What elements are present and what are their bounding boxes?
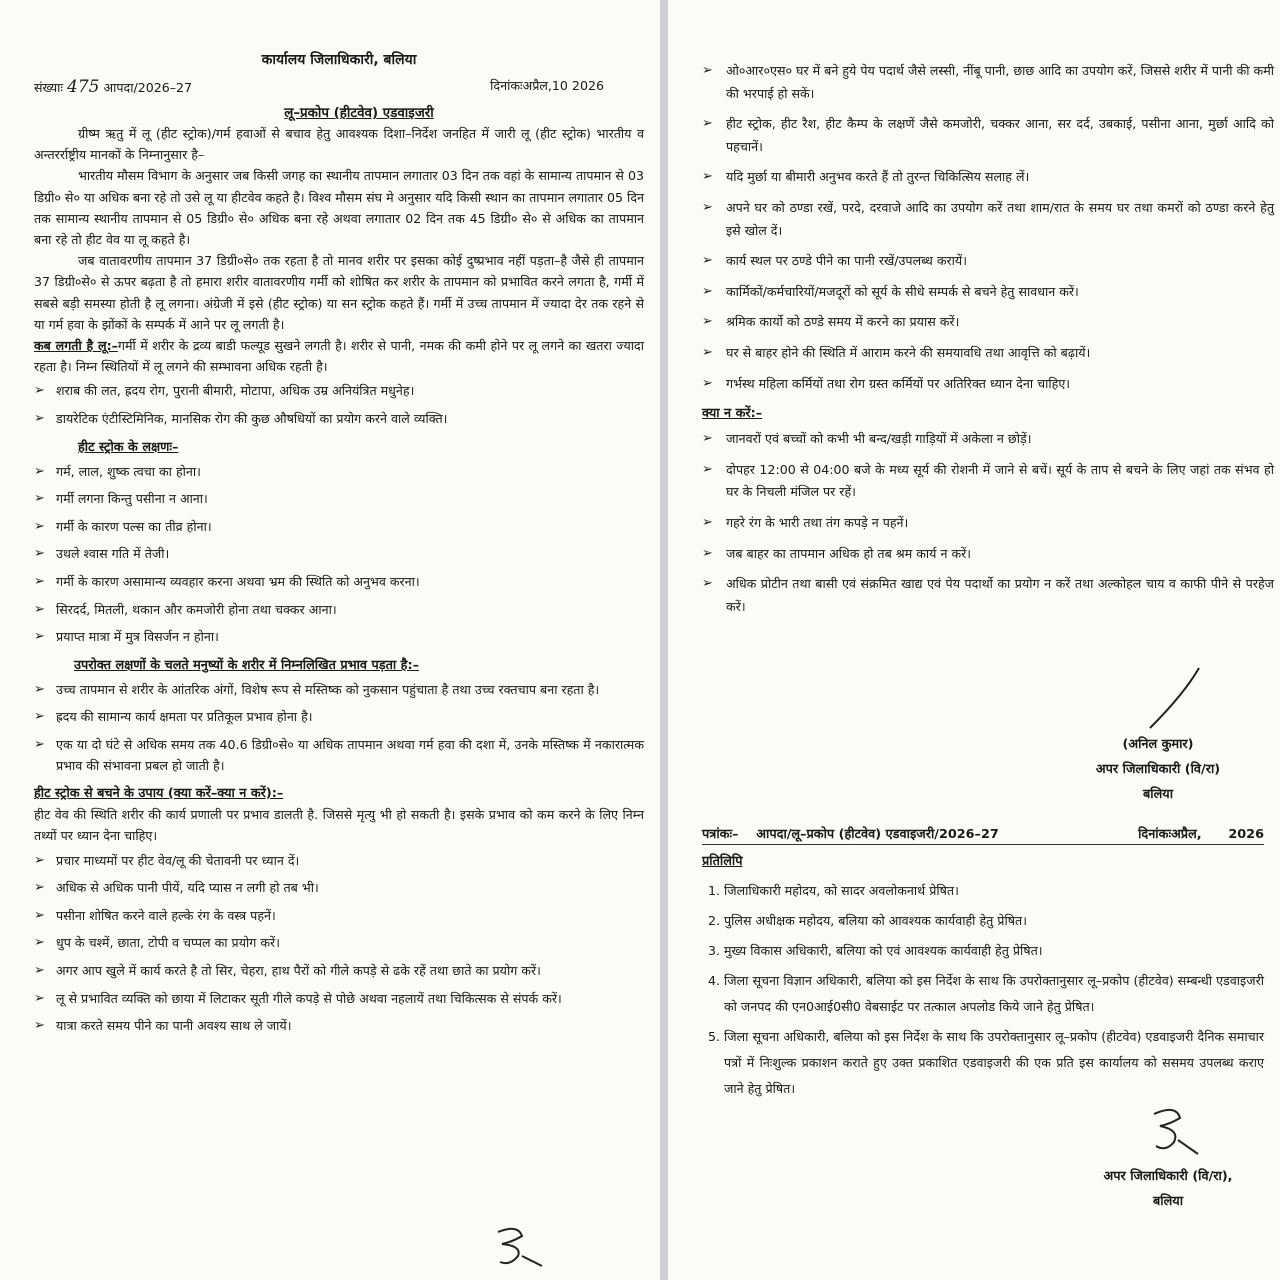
arrow-bullet-icon: ➢ [702,514,713,530]
arrow-bullet-icon: ➢ [702,63,713,78]
list-item-text: यदि मुर्छा या बीमारी अनुभव करते हैं तो तुरन्त चिकित्सिय सलाह लें। [726,169,1030,185]
arrow-bullet-icon: ➢ [702,314,713,330]
dos-list-left [34,851,644,1037]
list-item [34,989,644,1010]
list-item: 2. पुलिस अधीक्षक महोदय, बलिया को आवश्यक कार्यवाही हेतु प्रेषित। [724,908,1264,934]
list-item [702,250,1274,273]
list-item: 4. जिला सूचना विज्ञान अधिकारी, बलिया को इस निर्देश के साथ कि उपरोक्तानुसार लू–प्रकोप (हीटवेव) सम्बन्धी एडवाइजरी को जनपद की एन0आई0सी0 वेबसाईट पर तत्काल अपलोड किये जाने हेतु प्रेषित। [724,968,1264,1020]
list-item [702,197,1274,242]
reference-number-handwritten: 475 [67,77,100,97]
list-item-text: अपने घर को ठण्डा रखें, परदे, दरवाजे आदि का उपयोग करें तथा शाम/रात के समय घर तथा कमरों को ठण्डा करने हेतु इसे खोल दें। [726,199,1274,238]
arrow-bullet-icon: ➢ [702,116,713,132]
list-item: 5. जिला सूचना अधिकारी, बलिया को इस निर्देश के साथ कि उपरोक्तानुसार लू–प्रकोप (हीटवेव) एडवाइजरी दैनिक समाचार पत्रों में निःशुल्क प्रकाशन कराते हुए उक्त प्रकाशित एडवाइजरी की एक प्रति इस कार्यालय को ससमय उपलब्ध कराए जाने हेतु प्रेषित। [724,1024,1264,1102]
arrow-bullet-icon: ➢ [34,491,45,507]
list-item [34,1016,644,1037]
arrow-bullet-icon: ➢ [702,431,713,447]
copy-ref-label: पत्रांकः– [702,827,739,842]
copy-date [1138,824,1264,842]
list-item [702,428,1274,451]
copy-list [702,878,1264,1102]
list-item [34,851,644,872]
arrow-bullet-icon: ➢ [702,344,713,360]
list-item-text: हीट स्ट्रोक, हीट रैश, हीट कैम्प के लक्षणें जैसे कमजोरी, चक्कर आना, सर दर्द, उबकाई, पसीना आना, मुर्छा आदि को पहचानें। [726,116,1274,154]
list-item-text: गर्भस्थ महिला कर्मियों तथा रोग ग्रस्त कर्मियों पर अतिरिक्त ध्यान देना चाहिए। [726,375,1071,391]
list-item [34,572,644,593]
list-item-text: अधिक प्रोटीन तथा बासी एवं संक्रमित खाद्य एवं पेय पदार्थो का प्रयोग न करें तथा अल्कोहल चाय व काफी पीने से परहेज करें। [726,576,1274,614]
when-title: कब लगती है लू:– [34,338,118,354]
list-item-text: धुप के चश्में, छाता, टोपी व चप्पल का प्रयोग करें। [56,935,280,951]
list-item-text: अगर आप खुले में कार्य करते है तो सिर, चेहरा, हाथ पैरों को गीले कपड़े से ढके रहें तथा छाते का प्रयोग करें। [56,962,541,978]
list-item [34,409,644,430]
arrow-bullet-icon: ➢ [34,880,45,896]
list-item [34,627,644,648]
list-item [702,60,1274,105]
arrow-bullet-icon: ➢ [34,383,45,399]
dos-list-right [702,60,1274,395]
risk-list [34,381,644,429]
donts-list [702,428,1274,618]
list-item-text: दोपहर 12:00 से 04:00 बजे के मध्य सूर्य की रोशनी में जाने से बचें। सूर्य के ताप से बचने के लिए जहां तक संभव हो घर के निचली मंजिल पर रहें। [726,461,1274,500]
list-item-text: डायरेटिक एंटीस्टिमिनिक, मानसिक रोग की कुछ औषधियों का प्रयोग करने वाले व्यक्ति। [56,411,448,427]
arrow-bullet-icon: ➢ [702,545,713,561]
signatory-place: बलिया [1152,1194,1184,1209]
symptoms-list [34,462,644,648]
prevention-title: हीट स्ट्रोक से बचने के उपाय (क्या करें–क्या न करें):– [34,786,284,802]
copy-reference [702,824,999,842]
arrow-bullet-icon: ➢ [34,629,45,645]
arrow-bullet-icon: ➢ [34,601,45,617]
list-item-text: गर्म, लाल, शुष्क त्वचा का होना। [56,463,201,479]
arrow-bullet-icon: ➢ [34,990,45,1006]
list-item [34,381,644,402]
list-item [34,878,644,899]
list-item-text: गर्मी के कारण असामान्य व्यवहार करना अथवा भ्रम की स्थिति को अनुभव करना। [56,574,420,589]
reference-suffix: आपदा/2026–27 [103,80,193,95]
list-item-text: शराब की लत, ह्रदय रोग, पुरानी बीमारी, मोटापा, अधिक उम्र अनियंत्रित मधुनेह। [56,383,415,399]
initial-signature-left [488,1222,548,1272]
signatory-designation: अपर जिलाधिकारी (वि/रा) [1095,762,1221,777]
list-item [702,459,1274,504]
list-item-text: गर्मी के कारण पल्स का तीव्र होना। [56,518,212,534]
list-item-text: ओ०आर०एस० घर में बने हुये पेय पदार्थ जैसे लस्सी, नींबू पानी, छाछ आदि का उपयोग करें, जिससे शरीर में पानी की कमी की भरपाई हो सकें। [726,63,1274,101]
arrow-bullet-icon: ➢ [34,463,45,479]
arrow-bullet-icon: ➢ [702,576,713,592]
list-item [34,489,644,510]
list-item [702,166,1274,189]
list-item-text: ह्रदय की सामान्य कार्य क्षमता पर प्रतिकूल प्रभाव होना है। [56,709,313,725]
symptoms-title: हीट स्ट्रोक के लक्षणः– [78,439,179,455]
list-item [702,543,1274,566]
list-item-text: जब बाहर का तापमान अधिक हो तब श्रम कार्य न करें। [726,545,972,561]
prevention-text: हीट वेव की स्थिति शरीर की कार्य प्रणाली पर प्रभाव डालती है. जिससे मृत्यु भी हो सकती है। इसके प्रभाव को कम करने के लिए निम्न तथ्यों पर ध्यान देना चाहिए। [34,807,644,844]
intro-paragraph-2: भारतीय मौसम विभाग के अनुसार जब किसी जगह का स्थानीय तापमान लगातार 03 दिन तक वहां के सामान्य तापमान से 03 डिग्री० से० या अधिक बना रहे तो उसे लू या हीटवेव कहते है। विश्व मौसम संघ मे अनुसार यदि किसी स्थान का तापमान लगातार 05 दिन तक सामान्य स्थानीय तापमान से 05 डिग्री० से० अधिक बना रहे अथवा लगातार 02 दिन तक 45 डिग्री० से० से अधिक का तापमान बना रहे तो हीट वेव या लू कहते है। [34,168,644,248]
page-gutter [660,0,668,1280]
list-item-text: श्रमिक कार्यो को ठण्डे समय में करने का प्रयास करें। [726,314,960,330]
when-text: गर्मी में शरीर के द्रव्य बाडी फल्यूड सुखने लगती है। शरीर से पानी, नमक की कमी होने पर लू लगने का खतरा ज्यादा रहता है। निम्न स्थितियों में लू लगने की सम्भावना अधिक रहती है। [34,338,644,375]
list-item: 1. जिलाधिकारी महोदय, को सादर अवलोकनार्थ प्रेषित। [724,878,1264,904]
copy-section [702,806,1264,1106]
list-item [34,600,644,621]
issue-date [490,77,604,97]
copy-title: प्रतिलिपि [702,854,743,869]
arrow-bullet-icon: ➢ [702,199,713,215]
arrow-bullet-icon: ➢ [34,518,45,534]
arrow-bullet-icon: ➢ [34,1018,45,1034]
list-item-text: सिरदर्द, मितली, थकान और कमजोरी होना तथा चक्कर आना। [56,601,337,617]
date-label: दिनांकःअप्रैल, [490,78,552,93]
donts-title: क्या न करें:– [702,406,763,422]
arrow-bullet-icon: ➢ [34,574,45,589]
list-item-text: एक या दो घंटे से अधिक समय तक 40.6 डिग्री०से० या अधिक तापमान अथवा गर्म हवा की दशा में, उनके मस्तिष्क में नकारात्मक प्रभाव की संभावना प्रबल हो जाती है। [56,736,644,773]
list-item-text: घर से बाहर होने की स्थिति में आराम करने की समयावधि तथा आवृत्ति को बढ़ायें। [726,344,1091,360]
arrow-bullet-icon: ➢ [34,852,45,868]
arrow-bullet-icon: ➢ [34,736,45,752]
arrow-bullet-icon: ➢ [702,253,713,269]
signatory-designation: अपर जिलाधिकारी (वि/रा), [1103,1169,1233,1184]
list-item-text: पसीना शोषित करने वाले हल्के रंग के वस्त्र पहनें। [56,907,276,923]
list-item-text: प्रचार माध्यमों पर हीट वेव/लू की चेतावनी पर ध्यान दें। [56,852,300,868]
list-item: 3. मुख्य विकास अधिकारी, बलिया को एवं आवश्यक कार्यवाही हेतु प्रेषित। [724,938,1264,964]
signatory-name: (अनिल कुमार) [1122,737,1194,752]
list-item [702,311,1274,334]
arrow-bullet-icon: ➢ [702,461,713,477]
reference-number [34,77,192,97]
copy-date-value: 2026 [1228,827,1264,842]
list-item [34,961,644,982]
signature-1 [1144,664,1204,734]
arrow-bullet-icon: ➢ [34,709,45,725]
list-item [34,544,644,565]
office-title: कार्यालय जिलाधिकारी, बलिया [261,52,417,68]
when-paragraph [34,335,644,377]
arrow-bullet-icon: ➢ [702,169,713,185]
list-item-text: उच्च तापमान से शरीर के आंतरिक अंगों, विशेष रूप से मस्तिष्क को नुकसान पहुंचाता है तथा उच्च रक्तचाप बना रहता है। [56,681,600,697]
arrow-bullet-icon: ➢ [34,962,45,978]
intro-paragraph-1: ग्रीष्म ऋतु में लू (हीट स्ट्रोक)/गर्म हवाओं से बचाव हेतु आवश्यक दिशा–निर्देश जनहित में जारी लू (हीट स्ट्रोक) भारतीय व अन्तरर्राष्ट्रीय मानकों के निम्नानुसार है– [34,126,644,163]
list-item [34,707,644,728]
list-item-text: कार्मिकों/कर्मचारियों/मजदूरों को सूर्य के सीधे सम्पर्क से बचने हेतु सावधान करें। [726,283,1079,299]
right-page [668,0,1280,1280]
signature-2 [1144,1104,1204,1164]
list-item [34,906,644,927]
advisory-heading: लू–प्रकोप (हीटवेव) एडवाइजरी [284,106,434,121]
reference-row [34,77,644,97]
copy-date-label: दिनांकःअप्रैल, [1138,827,1202,842]
list-item [702,342,1274,365]
list-item-text: कार्य स्थल पर ठण्डे पीने का पानी रखें/उपलब्ध करायें। [726,253,967,269]
list-item-text: गहरे रंग के भारी तथा तंग कपड़े न पहनें। [726,514,909,530]
list-item [34,462,644,483]
list-item [702,512,1274,535]
effects-title: उपरोक्त लक्षणों के चलते मनुष्यों के शरीर में निम्नलिखित प्रभाव पड़ता है:– [74,657,419,673]
arrow-bullet-icon: ➢ [34,411,45,427]
list-item [702,281,1274,304]
intro-paragraph-3: जब वातावरणीय तापमान 37 डिग्री०से० तक रहता है तो मानव शरीर पर इसका कोई दुष्प्रभाव नहीं पड़ता–है जैसे ही तापमान 37 डिग्री०से० से ऊपर बढ़ता है तो हमारा शरीर वातावरणीय गर्मी को शोषित कर शरीर के तापमान को प्रभावित करने लगता है, गर्मी में सबसे बड़ी समस्या होती है लू लगना। अंग्रेजी में इसे (हीट स्ट्रोक) या सन स्ट्रोक कहते हैं। गर्मी में उच्च तापमान में ज्यादा देर तक रहने से या गर्म हवा के झोंकों के सम्पर्क में आने पर लू लगती है। [34,253,644,332]
arrow-bullet-icon: ➢ [34,546,45,562]
signature-block-1 [1068,732,1248,807]
date-value: 10 2026 [551,78,604,93]
list-item-text: अधिक से अधिक पानी पीयें, यदि प्यास न लगी हो तब भी। [56,880,319,896]
effects-list [34,680,644,776]
arrow-bullet-icon: ➢ [34,681,45,697]
signature-block-2 [1068,1164,1268,1214]
copy-ref-value: आपदा/लू–प्रकोप (हीटवेव) एडवाइजरी/2026–27 [756,827,999,842]
list-item [702,113,1274,158]
arrow-bullet-icon: ➢ [34,935,45,951]
list-item-text: प्रयाप्त मात्रा में मुत्र विसर्जन न होना। [56,629,219,645]
list-item [34,517,644,538]
list-item-text: उथले श्वास गति में तेजी। [56,546,170,562]
list-item [702,373,1274,396]
arrow-bullet-icon: ➢ [702,375,713,391]
copy-reference-row [702,824,1264,845]
list-item [34,735,644,776]
list-item-text: गर्मी लगना किन्तु पसीना न आना। [56,491,208,507]
arrow-bullet-icon: ➢ [34,907,45,923]
list-item-text: यात्रा करते समय पीने का पानी अवश्य साथ ले जायें। [56,1018,292,1034]
signatory-place: बलिया [1142,787,1174,802]
list-item-text: लू से प्रभावित व्यक्ति को छाया में लिटाकर सूती गीले कपड़े से पोछे अथवा नहलायें तथा चिकित्सक से संपर्क करें। [56,990,562,1006]
list-item [34,933,644,954]
list-item [702,573,1274,618]
list-item-text: जानवरों एवं बच्चों को कभी भी बन्द/खड़ी गाड़ियों में अकेला न छोड़ें। [726,431,1032,447]
reference-prefix: संख्याः [34,80,63,95]
arrow-bullet-icon: ➢ [702,283,713,299]
list-item [34,680,644,701]
